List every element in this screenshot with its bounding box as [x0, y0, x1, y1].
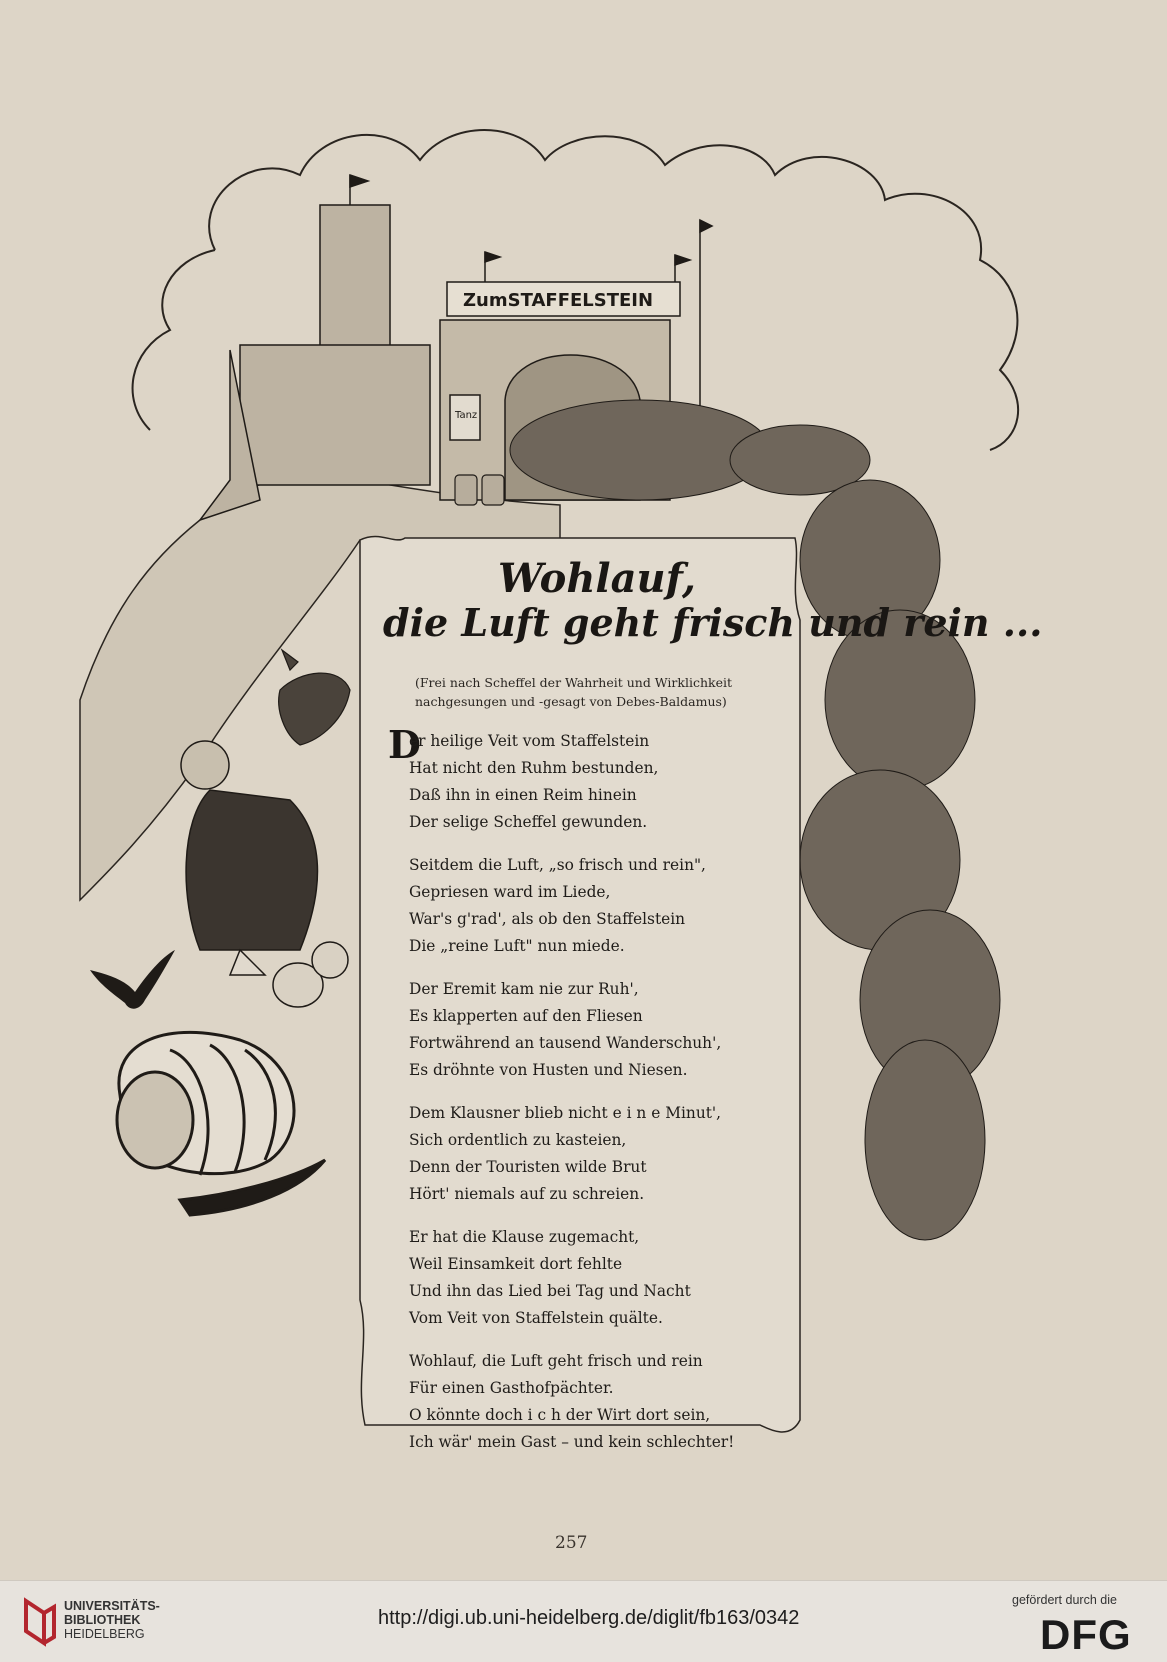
page-number: 257: [555, 1533, 588, 1553]
library-line1: UNIVERSITÄTS-: [64, 1599, 160, 1613]
poem-line: Es dröhnte von Husten und Niesen.: [409, 1061, 688, 1079]
poem-line: Sich ordentlich zu kasteien,: [409, 1131, 627, 1149]
poem-line: Seitdem die Luft, „so frisch und rein",: [409, 856, 706, 874]
poem-body: [409, 728, 789, 1472]
poem-line: War's g'rad', als ob den Staffelstein: [409, 910, 686, 928]
poem-line: O könnte doch i c h der Wirt dort sein,: [409, 1406, 711, 1424]
poem-line: Für einen Gasthofpächter.: [409, 1379, 614, 1397]
door-sign: Tanz: [455, 410, 478, 421]
library-line3: HEIDELBERG: [64, 1627, 145, 1641]
poem-line: Der Eremit kam nie zur Ruh',: [409, 980, 639, 998]
hermit: [181, 741, 318, 975]
sign-text: ZumSTAFFELSTEIN: [463, 290, 654, 311]
poem-title-line2: die Luft geht frisch und rein ...: [383, 600, 1043, 645]
poem-line: Es klapperten auf den Fliesen: [409, 1007, 643, 1025]
permalink-url[interactable]: http://digi.ub.uni-heidelberg.de/diglit/fb163/0342: [378, 1607, 800, 1629]
poem-line: Vom Veit von Staffelstein quälte.: [409, 1309, 663, 1327]
poem-line: Er hat die Klause zugemacht,: [409, 1228, 640, 1246]
jugs: [273, 942, 348, 1007]
poem-line: Hört' niemals auf zu schreien.: [409, 1185, 645, 1203]
poem-line: Denn der Touristen wilde Brut: [409, 1158, 647, 1176]
cloud-left: [133, 250, 215, 430]
subtitle-line2: nachgesungen und -gesagt von Debes-Baldamus): [415, 694, 727, 709]
poem-line: Hat nicht den Ruhm bestunden,: [409, 759, 659, 777]
stanza-3: [409, 976, 789, 1084]
barrel: [117, 1032, 325, 1215]
poem-title-line1: Wohlauf,: [498, 555, 696, 602]
poem-line: Der selige Scheffel gewunden.: [409, 813, 648, 831]
stanza-2: [409, 852, 789, 960]
subtitle-line1: (Frei nach Scheffel der Wahrheit und Wirklichkeit: [415, 675, 733, 690]
poem-line: Die „reine Luft" nun miede.: [409, 937, 625, 955]
stanza-4: [409, 1100, 789, 1208]
poem-line: Weil Einsamkeit dort fehlte: [409, 1255, 623, 1273]
drop-cap: D: [388, 722, 421, 767]
funded-by-label: gefördert durch die: [1012, 1593, 1117, 1607]
poem-subtitle: [415, 673, 775, 711]
poem-line: Wohlauf, die Luft geht frisch und rein: [409, 1352, 703, 1370]
poem-line: Dem Klausner blieb nicht e i n e Minut',: [409, 1104, 722, 1122]
library-name[interactable]: [64, 1599, 160, 1641]
library-line2: BIBLIOTHEK: [64, 1613, 141, 1627]
dfg-logo[interactable]: DFG: [1040, 1611, 1132, 1658]
poem-line: Und ihn das Lied bei Tag und Nacht: [409, 1282, 691, 1300]
stanza-5: [409, 1224, 789, 1332]
castle: [200, 175, 430, 520]
poem-line: Fortwährend an tausend Wanderschuh',: [409, 1034, 722, 1052]
donkey: [279, 650, 350, 745]
viewer-footer: [0, 1580, 1167, 1662]
poem-line: Ich wär' mein Gast – und kein schlechter!: [409, 1433, 735, 1451]
stanza-1: [409, 728, 789, 836]
poem-line: er heilige Veit vom Staffelstein: [409, 732, 650, 750]
poem-line: Daß ihn in einen Reim hinein: [409, 786, 637, 804]
raven: [90, 950, 175, 1009]
poem-line: Gepriesen ward im Liede,: [409, 883, 611, 901]
library-logo-icon[interactable]: [20, 1595, 60, 1647]
stanza-6: [409, 1348, 789, 1456]
